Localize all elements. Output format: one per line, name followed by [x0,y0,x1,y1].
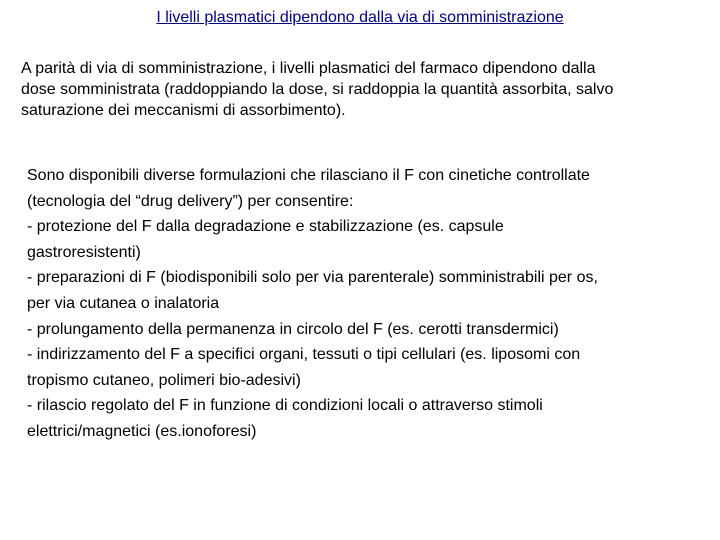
body-line: Sono disponibili diverse formulazioni che rilasciano il F con cinetiche controllate [27,167,590,184]
body-line: elettrici/magnetici (es.ionoforesi) [27,422,257,440]
body-line: - indirizzamento del F a specifici organi, tessuti o tipi cellulari (es. liposomi con [27,346,581,364]
body-line: (tecnologia del “drug delivery”) per consentire: [27,192,354,210]
body-line: per via cutanea o inalatoria [27,294,220,312]
body-line: gastroresistenti) [27,243,141,261]
slide-title: I livelli plasmatici dipendono dalla via di somministrazione [156,9,564,26]
intro-paragraph [21,58,701,121]
intro-line: A parità di via di somministrazione, i livelli plasmatici del farmaco dipendono dalla [21,60,596,77]
body-line: tropismo cutaneo, polimeri bio-adesivi) [27,371,301,389]
body-line: - prolungamento della permanenza in circolo del F (es. cerotti transdermici) [27,320,559,338]
body-line: - protezione del F dalla degradazione e stabilizzazione (es. capsule [27,218,504,236]
body-line: - rilascio regolato del F in funzione di condizioni locali o attraverso stimoli [27,397,543,415]
intro-line: dose somministrata (raddoppiando la dose, si raddoppia la quantità assorbita, salvo [21,81,614,98]
formulations-paragraph [27,163,707,445]
body-line: - preparazioni di F (biodisponibili solo per via parenterale) somministrabili per os, [27,269,598,287]
intro-line: saturazione dei meccanismi di assorbimento). [21,102,346,119]
